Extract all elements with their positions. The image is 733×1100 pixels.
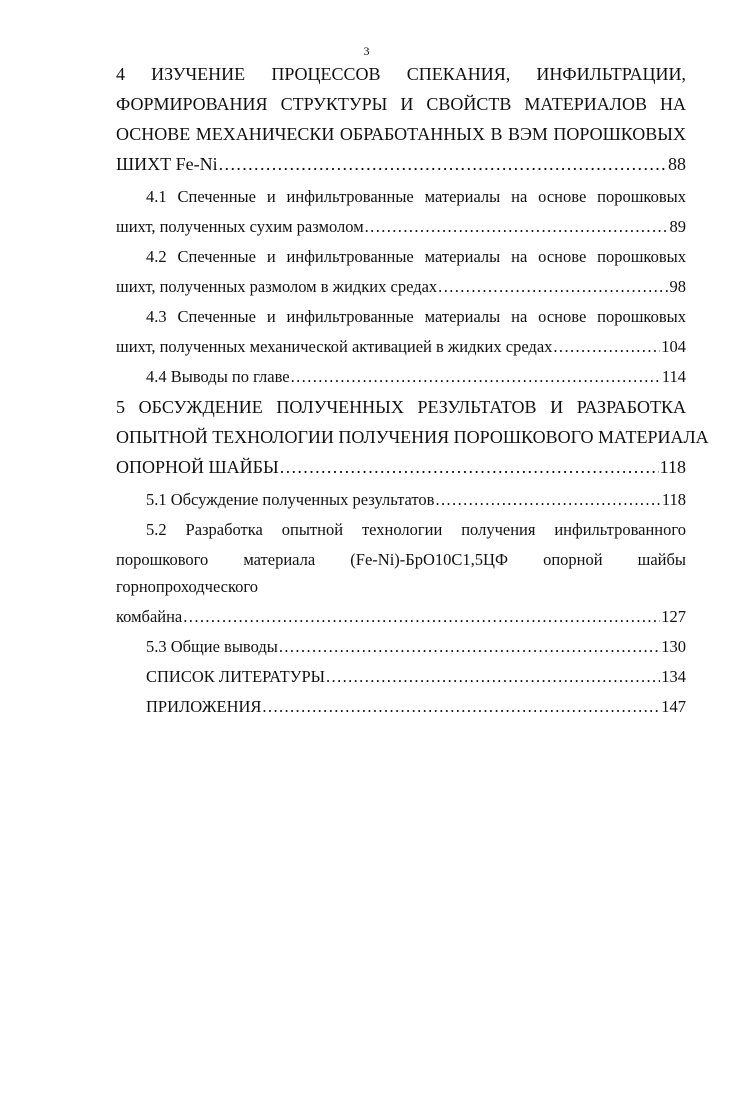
toc-section-4-3-line-1: 4.3 Спеченные и инфильтрованные материалы на основе порошковых <box>146 307 686 326</box>
toc-references[interactable] <box>146 665 686 689</box>
toc-entry-title: ОПОРНОЙ ШАЙБЫ <box>116 457 279 477</box>
toc-chapter-4-line-4[interactable] <box>116 152 686 176</box>
toc-section-4-4[interactable] <box>146 365 686 389</box>
toc-section-5-1[interactable] <box>146 488 686 512</box>
toc-page-number: 147 <box>661 697 686 716</box>
toc-page-number: 127 <box>661 607 686 626</box>
toc-page-number: 118 <box>661 490 686 509</box>
toc-page-number: 134 <box>661 667 686 686</box>
toc-chapter-5-line-1: 5 ОБСУЖДЕНИЕ ПОЛУЧЕННЫХ РЕЗУЛЬТАТОВ И РАЗРАБОТКА <box>116 397 686 417</box>
toc-entry-title: ПРИЛОЖЕНИЯ <box>146 697 262 716</box>
toc-section-5-2-line-1: 5.2 Разработка опытной технологии получения инфильтрованного <box>146 520 686 539</box>
toc-page-number: 104 <box>661 337 686 356</box>
toc-entry-title: 5.1 Обсуждение полученных результатов <box>146 490 435 509</box>
toc-section-5-3[interactable] <box>146 635 686 659</box>
dot-leader <box>553 335 660 359</box>
toc-entry-title: шихт, полученных сухим размолом <box>116 217 364 236</box>
toc-chapter-4-line-1: 4 ИЗУЧЕНИЕ ПРОЦЕССОВ СПЕКАНИЯ, ИНФИЛЬТРАЦИИ, <box>116 64 686 84</box>
toc-entry-title: 5.3 Общие выводы <box>146 637 278 656</box>
toc-entry-title: шихт, полученных механической активацией в жидких средах <box>116 337 553 356</box>
toc-entry-title: СПИСОК ЛИТЕРАТУРЫ <box>146 667 326 686</box>
toc-page-number: 88 <box>668 154 686 174</box>
dot-leader <box>262 695 660 719</box>
dot-leader <box>326 665 660 689</box>
toc-chapter-4-line-3: ОСНОВЕ МЕХАНИЧЕСКИ ОБРАБОТАННЫХ В ВЭМ ПОРОШКОВЫХ <box>116 124 686 144</box>
dot-leader <box>183 605 660 629</box>
toc-section-4-2-line-1: 4.2 Спеченные и инфильтрованные материалы на основе порошковых <box>146 247 686 266</box>
page-number: 3 <box>363 44 370 58</box>
toc-appendices[interactable] <box>146 695 686 719</box>
toc-section-4-1-line-1: 4.1 Спеченные и инфильтрованные материалы на основе порошковых <box>146 187 686 206</box>
toc-section-4-2-line-2[interactable] <box>116 275 686 299</box>
toc-entry-title: комбайна <box>116 607 183 626</box>
toc-entry-title: 4.4 Выводы по главе <box>146 367 290 386</box>
toc-chapter-5-line-3[interactable] <box>116 455 686 479</box>
dot-leader <box>280 455 659 479</box>
toc-section-5-2-line-2: порошкового материала (Fe-Ni)-БрО10С1,5ЦФ опорной шайбы <box>116 550 686 569</box>
toc-section-4-1-line-2[interactable] <box>116 215 686 239</box>
toc-page-number: 98 <box>669 277 686 296</box>
toc-section-5-2-line-4[interactable] <box>116 605 686 629</box>
toc-chapter-4-line-2: ФОРМИРОВАНИЯ СТРУКТУРЫ И СВОЙСТВ МАТЕРИАЛОВ НА <box>116 94 686 114</box>
toc-entry-title: ШИХТ Fe-Ni <box>116 154 218 174</box>
dot-leader <box>365 215 669 239</box>
toc-page-number: 118 <box>659 457 686 477</box>
toc-page-number: 130 <box>661 637 686 656</box>
dot-leader <box>435 488 660 512</box>
dot-leader <box>219 152 667 176</box>
toc-section-4-3-line-2[interactable] <box>116 335 686 359</box>
toc-page-number: 114 <box>661 367 686 386</box>
toc-page-number: 89 <box>669 217 686 236</box>
toc-chapter-5-line-2: ОПЫТНОЙ ТЕХНОЛОГИИ ПОЛУЧЕНИЯ ПОРОШКОВОГО МАТЕРИАЛА <box>116 427 709 447</box>
dot-leader <box>438 275 668 299</box>
toc-section-5-2-line-3: горнопроходческого <box>116 577 259 596</box>
dot-leader <box>279 635 660 659</box>
dot-leader <box>291 365 661 389</box>
toc-entry-title: шихт, полученных размолом в жидких средах <box>116 277 438 296</box>
